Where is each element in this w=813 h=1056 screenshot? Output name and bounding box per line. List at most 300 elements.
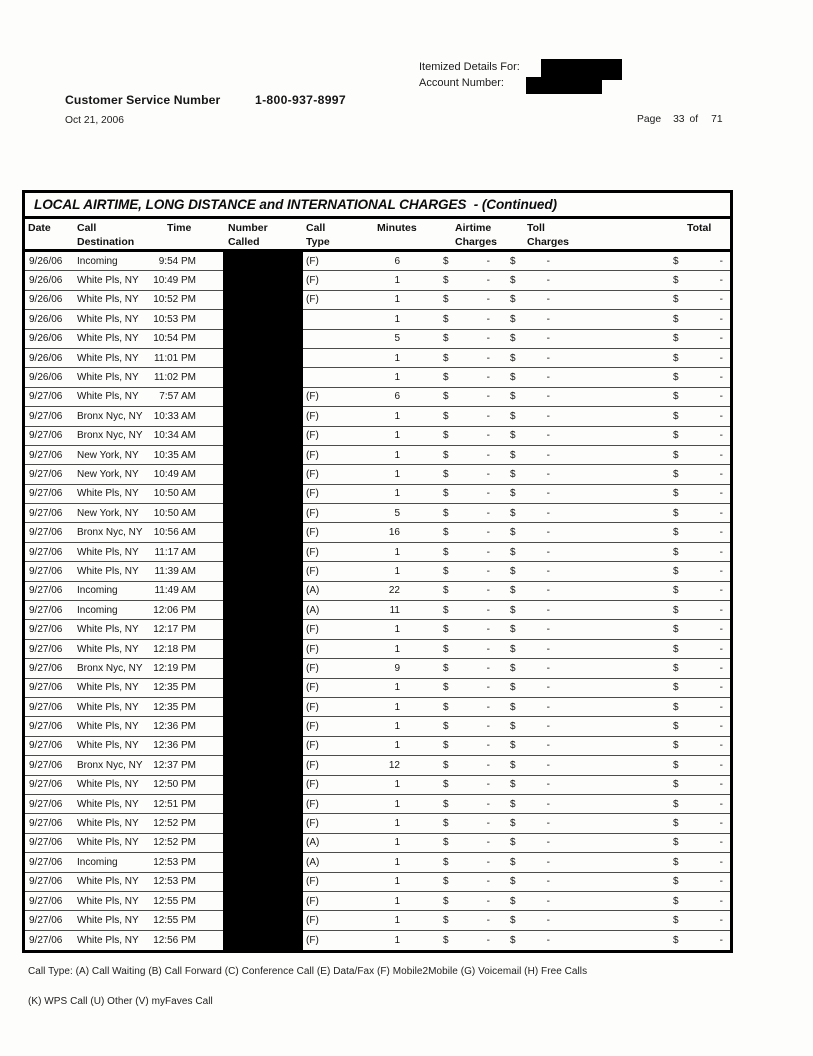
cell-date: 9/27/06 [29, 507, 63, 519]
cell-toll-charges [497, 333, 603, 344]
table-row [25, 640, 730, 659]
cell-call-type: (F) [306, 430, 319, 442]
cell-minutes: 12 [388, 759, 400, 771]
cell-minutes: 1 [394, 372, 400, 384]
column-header-airtime-charges [405, 222, 497, 249]
cell-call-type: (A) [306, 585, 320, 597]
currency-symbol: $ [510, 468, 516, 480]
total-amount: - [719, 507, 723, 519]
cell-call-type: (F) [306, 643, 319, 655]
cell-call-type: (F) [306, 934, 319, 946]
currency-symbol: $ [510, 430, 516, 442]
currency-symbol: $ [673, 682, 679, 694]
airtime-amount: - [486, 682, 490, 694]
cell-toll-charges [497, 527, 603, 538]
cell-total [603, 663, 730, 674]
cell-call-destination: Bronx Nyc, NY [77, 662, 143, 674]
table-row [25, 776, 730, 795]
airtime-amount: - [486, 798, 490, 810]
cell-airtime-charges [405, 837, 497, 848]
airtime-amount: - [486, 352, 490, 364]
currency-symbol: $ [443, 275, 449, 287]
toll-amount: - [546, 430, 550, 442]
airtime-amount: - [486, 856, 490, 868]
cell-time: 12:36 PM [153, 740, 196, 752]
cell-date: 9/27/06 [29, 837, 63, 849]
cell-call-destination: White Pls, NY [77, 682, 139, 694]
cell-toll-charges [497, 566, 603, 577]
table-row [25, 291, 730, 310]
column-header-line: Type [306, 235, 330, 248]
currency-symbol: $ [443, 740, 449, 752]
cell-call-destination: White Pls, NY [77, 779, 139, 791]
table-row [25, 853, 730, 872]
cell-time: 12:35 PM [153, 701, 196, 713]
cell-total [603, 333, 730, 344]
column-header-line: Total [687, 222, 712, 234]
cell-time: 12:56 PM [153, 934, 196, 946]
cell-call-type: (F) [306, 565, 319, 577]
currency-symbol: $ [510, 740, 516, 752]
cell-call-destination: Incoming [77, 585, 118, 597]
total-amount: - [719, 740, 723, 752]
currency-symbol: $ [673, 255, 679, 267]
cell-airtime-charges [405, 740, 497, 751]
currency-symbol: $ [673, 604, 679, 616]
cell-time: 12:36 PM [153, 721, 196, 733]
cell-toll-charges [497, 857, 603, 868]
cell-toll-charges [497, 624, 603, 635]
total-amount: - [719, 856, 723, 868]
cell-toll-charges [497, 411, 603, 422]
currency-symbol: $ [510, 759, 516, 771]
cell-call-type: (F) [306, 449, 319, 461]
cell-minutes: 1 [394, 313, 400, 325]
cell-airtime-charges [405, 876, 497, 887]
call-type-legend-line1: Call Type: (A) Call Waiting (B) Call Forward (C) Conference Call (E) Data/Fax (F) Mobile2Mobile (G) Voicemail (H) Free Calls [28, 966, 588, 977]
airtime-amount: - [486, 294, 490, 306]
airtime-amount: - [486, 740, 490, 752]
total-amount: - [719, 779, 723, 791]
currency-symbol: $ [510, 895, 516, 907]
currency-symbol: $ [443, 546, 449, 558]
toll-amount: - [546, 818, 550, 830]
cell-date: 9/27/06 [29, 914, 63, 926]
cell-total [603, 411, 730, 422]
currency-symbol: $ [673, 740, 679, 752]
cell-minutes: 1 [394, 682, 400, 694]
toll-amount: - [546, 527, 550, 539]
cell-date: 9/27/06 [29, 779, 63, 791]
table-row [25, 368, 730, 387]
toll-amount: - [546, 313, 550, 325]
total-amount: - [719, 585, 723, 597]
cell-total [603, 508, 730, 519]
currency-symbol: $ [673, 488, 679, 500]
total-amount: - [719, 430, 723, 442]
table-row [25, 407, 730, 426]
charges-table [22, 190, 733, 953]
cell-toll-charges [497, 469, 603, 480]
table-row [25, 485, 730, 504]
cell-airtime-charges [405, 469, 497, 480]
table-row [25, 543, 730, 562]
currency-symbol: $ [443, 313, 449, 325]
table-row [25, 601, 730, 620]
cell-time: 12:17 PM [153, 624, 196, 636]
cell-time: 12:52 PM [153, 818, 196, 830]
itemized-details-label: Itemized Details For: [419, 61, 520, 73]
airtime-amount: - [486, 488, 490, 500]
cell-time: 10:50 AM [153, 488, 196, 500]
total-amount: - [719, 876, 723, 888]
cell-minutes: 1 [394, 449, 400, 461]
currency-symbol: $ [673, 721, 679, 733]
cell-total [603, 256, 730, 267]
cell-toll-charges [497, 915, 603, 926]
cell-time: 12:06 PM [153, 604, 196, 616]
cell-minutes: 1 [394, 430, 400, 442]
toll-amount: - [546, 585, 550, 597]
column-header-line: Call [77, 222, 97, 234]
table-row [25, 271, 730, 290]
total-amount: - [719, 759, 723, 771]
cell-call-type: (F) [306, 682, 319, 694]
currency-symbol: $ [673, 410, 679, 422]
currency-symbol: $ [443, 876, 449, 888]
cell-time: 10:54 PM [153, 333, 196, 345]
cell-airtime-charges [405, 294, 497, 305]
account-number-label: Account Number: [419, 76, 504, 89]
currency-symbol: $ [673, 624, 679, 636]
currency-symbol: $ [673, 333, 679, 345]
cell-total [603, 372, 730, 383]
currency-symbol: $ [510, 585, 516, 597]
cell-minutes: 1 [394, 779, 400, 791]
toll-amount: - [546, 275, 550, 287]
currency-symbol: $ [443, 585, 449, 597]
cell-toll-charges [497, 508, 603, 519]
cell-total [603, 314, 730, 325]
cell-time: 10:49 AM [153, 468, 196, 480]
cell-airtime-charges [405, 779, 497, 790]
total-amount: - [719, 391, 723, 403]
cell-minutes: 1 [394, 895, 400, 907]
cell-toll-charges [497, 760, 603, 771]
currency-symbol: $ [673, 895, 679, 907]
cell-minutes: 1 [394, 352, 400, 364]
airtime-amount: - [486, 275, 490, 287]
cell-total [603, 818, 730, 829]
cell-date: 9/27/06 [29, 701, 63, 713]
cell-total [603, 547, 730, 558]
currency-symbol: $ [510, 313, 516, 325]
cell-call-destination: Incoming [77, 604, 118, 616]
itemized-details-block [419, 60, 520, 91]
toll-amount: - [546, 352, 550, 364]
total-amount: - [719, 352, 723, 364]
currency-symbol: $ [510, 372, 516, 384]
cell-time: 12:52 PM [153, 837, 196, 849]
currency-symbol: $ [510, 410, 516, 422]
cell-time: 12:53 PM [153, 856, 196, 868]
airtime-amount: - [486, 565, 490, 577]
currency-symbol: $ [443, 604, 449, 616]
total-amount: - [719, 798, 723, 810]
currency-symbol: $ [673, 837, 679, 849]
currency-symbol: $ [673, 391, 679, 403]
cell-airtime-charges [405, 896, 497, 907]
cell-total [603, 527, 730, 538]
cell-call-destination: White Pls, NY [77, 895, 139, 907]
table-row [25, 504, 730, 523]
cell-call-type: (F) [306, 410, 319, 422]
cell-call-destination: White Pls, NY [77, 701, 139, 713]
cell-toll-charges [497, 391, 603, 402]
currency-symbol: $ [510, 624, 516, 636]
total-amount: - [719, 468, 723, 480]
currency-symbol: $ [510, 352, 516, 364]
cell-date: 9/27/06 [29, 934, 63, 946]
total-amount: - [719, 662, 723, 674]
airtime-amount: - [486, 779, 490, 791]
cell-call-destination: White Pls, NY [77, 391, 139, 403]
airtime-amount: - [486, 468, 490, 480]
cell-total [603, 585, 730, 596]
toll-amount: - [546, 876, 550, 888]
column-header-call-destination [75, 222, 151, 249]
currency-symbol: $ [510, 837, 516, 849]
cell-airtime-charges [405, 508, 497, 519]
cell-toll-charges [497, 585, 603, 596]
column-header-toll-charges [497, 222, 603, 249]
total-pages: 71 [711, 114, 723, 125]
column-header-line: Called [228, 235, 260, 248]
currency-symbol: $ [673, 565, 679, 577]
cell-call-destination: Bronx Nyc, NY [77, 527, 143, 539]
cell-airtime-charges [405, 256, 497, 267]
table-row [25, 523, 730, 542]
cell-call-destination: White Pls, NY [77, 914, 139, 926]
cell-call-destination: White Pls, NY [77, 488, 139, 500]
cell-time: 11:17 AM [154, 546, 196, 558]
cell-airtime-charges [405, 760, 497, 771]
column-header-line: Charges [527, 235, 570, 248]
cell-call-destination: White Pls, NY [77, 275, 139, 287]
cell-total [603, 294, 730, 305]
currency-symbol: $ [443, 798, 449, 810]
cell-time: 12:37 PM [153, 759, 196, 771]
currency-symbol: $ [443, 565, 449, 577]
cell-call-type: (F) [306, 546, 319, 558]
customer-service-label: Customer Service Number [65, 93, 221, 107]
cell-call-destination: Bronx Nyc, NY [77, 759, 143, 771]
cell-call-destination: Incoming [77, 856, 118, 868]
airtime-amount: - [486, 585, 490, 597]
cell-total [603, 682, 730, 693]
currency-symbol: $ [443, 352, 449, 364]
total-amount: - [719, 682, 723, 694]
currency-symbol: $ [443, 895, 449, 907]
cell-toll-charges [497, 430, 603, 441]
cell-total [603, 935, 730, 946]
cell-call-type: (F) [306, 255, 319, 267]
currency-symbol: $ [443, 934, 449, 946]
cell-call-type: (A) [306, 837, 320, 849]
cell-date: 9/27/06 [29, 662, 63, 674]
currency-symbol: $ [673, 798, 679, 810]
cell-call-destination: White Pls, NY [77, 818, 139, 830]
currency-symbol: $ [673, 430, 679, 442]
statement-date: Oct 21, 2006 [65, 115, 124, 126]
cell-toll-charges [497, 779, 603, 790]
table-row [25, 620, 730, 639]
toll-amount: - [546, 856, 550, 868]
cell-minutes: 1 [394, 565, 400, 577]
cell-airtime-charges [405, 624, 497, 635]
cell-toll-charges [497, 663, 603, 674]
cell-minutes: 6 [394, 255, 400, 267]
currency-symbol: $ [443, 488, 449, 500]
cell-airtime-charges [405, 314, 497, 325]
airtime-amount: - [486, 604, 490, 616]
column-header-total [603, 222, 730, 249]
cell-call-type: (F) [306, 914, 319, 926]
currency-symbol: $ [510, 798, 516, 810]
table-row [25, 330, 730, 349]
cell-minutes: 5 [394, 333, 400, 345]
airtime-amount: - [486, 624, 490, 636]
airtime-amount: - [486, 546, 490, 558]
table-row [25, 582, 730, 601]
currency-symbol: $ [443, 333, 449, 345]
cell-toll-charges [497, 818, 603, 829]
cell-airtime-charges [405, 527, 497, 538]
currency-symbol: $ [510, 876, 516, 888]
table-title: LOCAL AIRTIME, LONG DISTANCE and INTERNATIONAL CHARGES - (Continued) [25, 193, 730, 219]
cell-total [603, 450, 730, 461]
cell-total [603, 779, 730, 790]
table-row [25, 698, 730, 717]
toll-amount: - [546, 624, 550, 636]
cell-date: 9/26/06 [29, 352, 63, 364]
toll-amount: - [546, 837, 550, 849]
currency-symbol: $ [443, 430, 449, 442]
toll-amount: - [546, 255, 550, 267]
cell-date: 9/27/06 [29, 527, 63, 539]
column-header-call-type [303, 222, 361, 249]
table-row [25, 252, 730, 271]
currency-symbol: $ [510, 856, 516, 868]
currency-symbol: $ [443, 410, 449, 422]
cell-time: 12:51 PM [153, 798, 196, 810]
cell-date: 9/27/06 [29, 721, 63, 733]
cell-minutes: 1 [394, 914, 400, 926]
cell-airtime-charges [405, 372, 497, 383]
airtime-amount: - [486, 391, 490, 403]
column-header-line: Airtime [455, 222, 492, 234]
toll-amount: - [546, 604, 550, 616]
currency-symbol: $ [443, 294, 449, 306]
cell-call-type: (F) [306, 701, 319, 713]
toll-amount: - [546, 740, 550, 752]
currency-symbol: $ [510, 914, 516, 926]
cell-minutes: 1 [394, 275, 400, 287]
cell-date: 9/27/06 [29, 876, 63, 888]
total-amount: - [719, 934, 723, 946]
cell-call-type: (F) [306, 779, 319, 791]
cell-time: 10:35 AM [153, 449, 196, 461]
cell-call-type: (F) [306, 798, 319, 810]
cell-time: 9:54 PM [158, 255, 196, 267]
airtime-amount: - [486, 837, 490, 849]
currency-symbol: $ [673, 759, 679, 771]
cell-total [603, 857, 730, 868]
currency-symbol: $ [443, 372, 449, 384]
cell-date: 9/27/06 [29, 895, 63, 907]
customer-service-number: 1-800-937-8997 [255, 93, 346, 107]
currency-symbol: $ [510, 682, 516, 694]
currency-symbol: $ [673, 934, 679, 946]
cell-total [603, 469, 730, 480]
airtime-amount: - [486, 255, 490, 267]
toll-amount: - [546, 391, 550, 403]
page-indicator [637, 114, 723, 125]
cell-date: 9/27/06 [29, 430, 63, 442]
cell-date: 9/27/06 [29, 759, 63, 771]
total-amount: - [719, 488, 723, 500]
currency-symbol: $ [443, 682, 449, 694]
cell-date: 9/27/06 [29, 818, 63, 830]
toll-amount: - [546, 468, 550, 480]
total-amount: - [719, 294, 723, 306]
cell-toll-charges [497, 547, 603, 558]
cell-date: 9/27/06 [29, 449, 63, 461]
cell-call-destination: White Pls, NY [77, 294, 139, 306]
cell-date: 9/27/06 [29, 468, 63, 480]
cell-call-destination: White Pls, NY [77, 643, 139, 655]
column-header-line: Minutes [377, 222, 417, 234]
table-row [25, 349, 730, 368]
table-row [25, 465, 730, 484]
cell-airtime-charges [405, 391, 497, 402]
cell-date: 9/27/06 [29, 391, 63, 403]
total-amount: - [719, 333, 723, 345]
cell-time: 12:35 PM [153, 682, 196, 694]
cell-date: 9/27/06 [29, 585, 63, 597]
cell-time: 10:52 PM [153, 294, 196, 306]
currency-symbol: $ [443, 449, 449, 461]
cell-airtime-charges [405, 663, 497, 674]
airtime-amount: - [486, 643, 490, 655]
cell-date: 9/27/06 [29, 682, 63, 694]
cell-date: 9/26/06 [29, 275, 63, 287]
cell-airtime-charges [405, 450, 497, 461]
cell-time: 11:02 PM [153, 372, 196, 384]
table-row [25, 427, 730, 446]
toll-amount: - [546, 721, 550, 733]
cell-toll-charges [497, 896, 603, 907]
total-amount: - [719, 643, 723, 655]
cell-toll-charges [497, 353, 603, 364]
currency-symbol: $ [443, 856, 449, 868]
currency-symbol: $ [673, 294, 679, 306]
cell-call-destination: White Pls, NY [77, 565, 139, 577]
currency-symbol: $ [443, 527, 449, 539]
cell-minutes: 5 [394, 507, 400, 519]
currency-symbol: $ [673, 585, 679, 597]
cell-toll-charges [497, 256, 603, 267]
